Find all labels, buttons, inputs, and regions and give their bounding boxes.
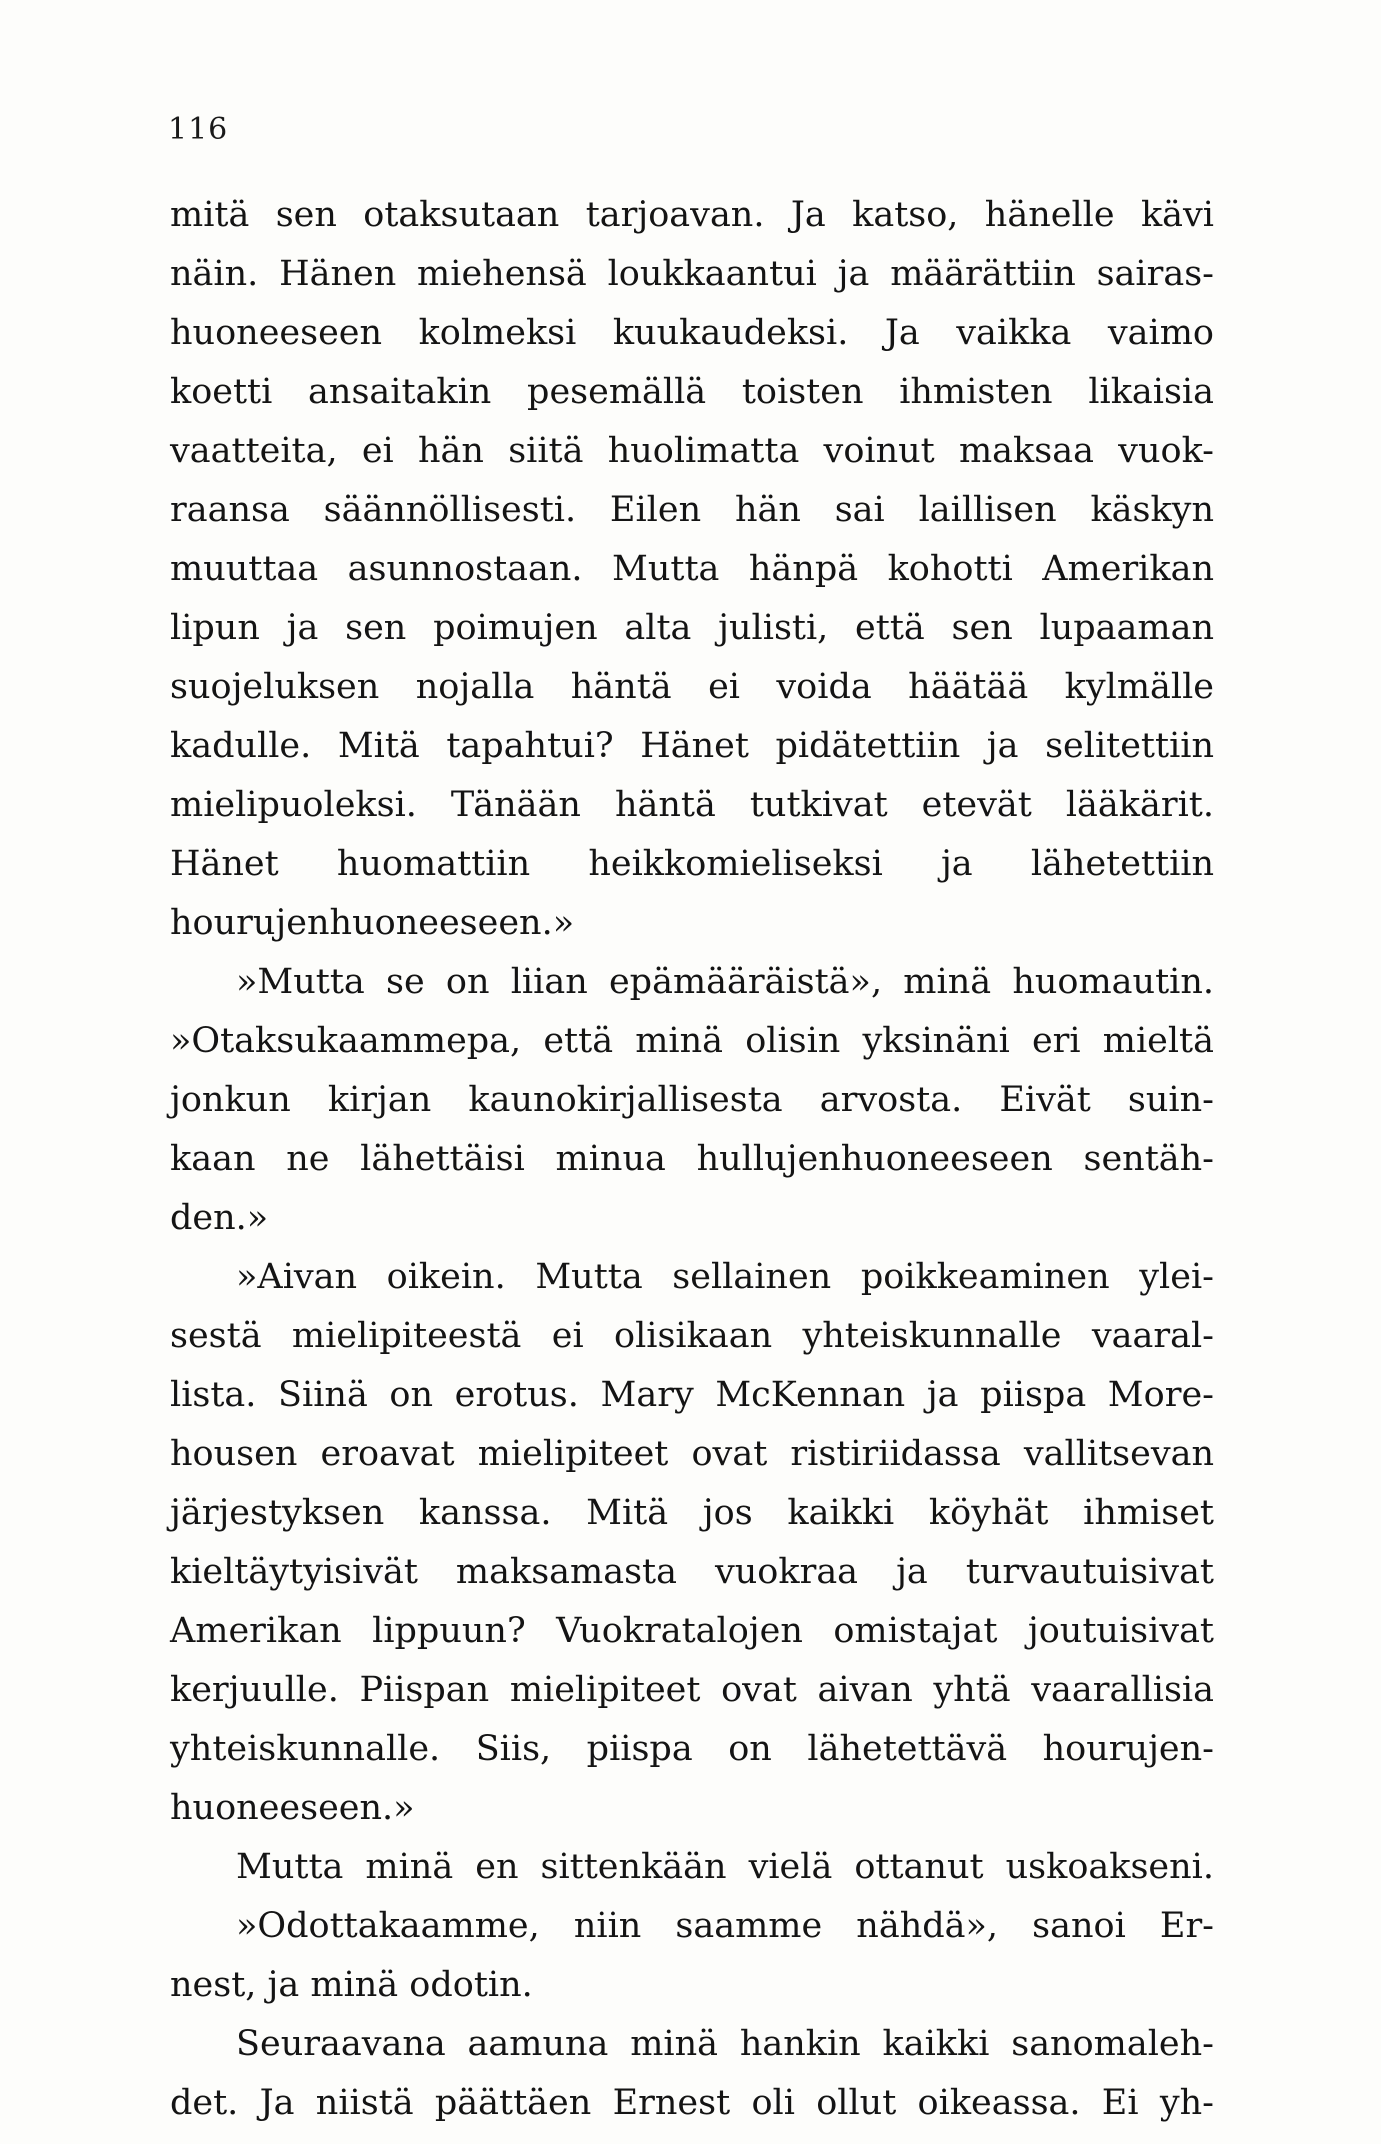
text-line: Hänet huomattiin heikkomieliseksi ja lähetettiin <box>170 844 1214 884</box>
text-line: sestä mielipiteestä ei olisikaan yhteiskunnalle vaaral- <box>170 1316 1214 1356</box>
text-line: »Odottakaamme, niin saamme nähdä», sanoi Er- <box>236 1906 1214 1946</box>
text-line: näin. Hänen miehensä loukkaantui ja määrättiin sairas- <box>170 254 1214 294</box>
text-line: Mutta minä en sittenkään vielä ottanut uskoakseni. <box>236 1847 1214 1887</box>
text-line: mielipuoleksi. Tänään häntä tutkivat etevät lääkärit. <box>170 785 1214 825</box>
text-line: housen eroavat mielipiteet ovat ristiriidassa vallitsevan <box>170 1434 1214 1474</box>
page-number: 116 <box>168 112 229 147</box>
text-line: suojeluksen nojalla häntä ei voida häätää kylmälle <box>170 667 1214 707</box>
text-line: »Mutta se on liian epämääräistä», minä huomautin. <box>236 962 1214 1002</box>
text-line: »Otaksukaammepa, että minä olisin yksinäni eri mieltä <box>170 1021 1214 1061</box>
text-line: hourujenhuoneeseen.» <box>170 903 575 943</box>
text-line: vaatteita, ei hän siitä huolimatta voinut maksaa vuok- <box>170 431 1214 471</box>
text-line: huoneeseen kolmeksi kuukaudeksi. Ja vaikka vaimo <box>170 313 1214 353</box>
text-line: »Aivan oikein. Mutta sellainen poikkeaminen ylei- <box>236 1257 1214 1297</box>
text-line: det. Ja niistä päättäen Ernest oli ollut oikeassa. Ei yh- <box>170 2083 1214 2123</box>
text-line: den.» <box>170 1198 269 1238</box>
text-line: nest, ja minä odotin. <box>170 1965 533 2005</box>
text-line: koetti ansaitakin pesemällä toisten ihmisten likaisia <box>170 372 1214 412</box>
text-line: kieltäytyisivät maksamasta vuokraa ja turvautuisivat <box>170 1552 1214 1592</box>
text-line: Seuraavana aamuna minä hankin kaikki sanomaleh- <box>236 2024 1214 2064</box>
text-line: mitä sen otaksutaan tarjoavan. Ja katso, hänelle kävi <box>170 195 1214 235</box>
text-line: lista. Siinä on erotus. Mary McKennan ja piispa More- <box>170 1375 1214 1415</box>
text-line: kadulle. Mitä tapahtui? Hänet pidätettiin ja selitettiin <box>170 726 1214 766</box>
text-line: kerjuulle. Piispan mielipiteet ovat aivan yhtä vaarallisia <box>170 1670 1214 1710</box>
text-line: huoneeseen.» <box>170 1788 415 1828</box>
text-line: kaan ne lähettäisi minua hullujenhuoneeseen sentäh- <box>170 1139 1214 1179</box>
text-line: yhteiskunnalle. Siis, piispa on lähetettävä hourujen- <box>170 1729 1214 1769</box>
text-line: Amerikan lippuun? Vuokratalojen omistajat joutuisivat <box>170 1611 1214 1651</box>
text-line: jonkun kirjan kaunokirjallisesta arvosta. Eivät suin- <box>170 1080 1214 1120</box>
text-line: raansa säännöllisesti. Eilen hän sai laillisen käskyn <box>170 490 1214 530</box>
text-line: järjestyksen kanssa. Mitä jos kaikki köyhät ihmiset <box>170 1493 1214 1533</box>
text-line: muuttaa asunnostaan. Mutta hänpä kohotti Amerikan <box>170 549 1214 589</box>
text-line: lipun ja sen poimujen alta julisti, että sen lupaaman <box>170 608 1214 648</box>
body-text <box>170 186 1214 2133</box>
